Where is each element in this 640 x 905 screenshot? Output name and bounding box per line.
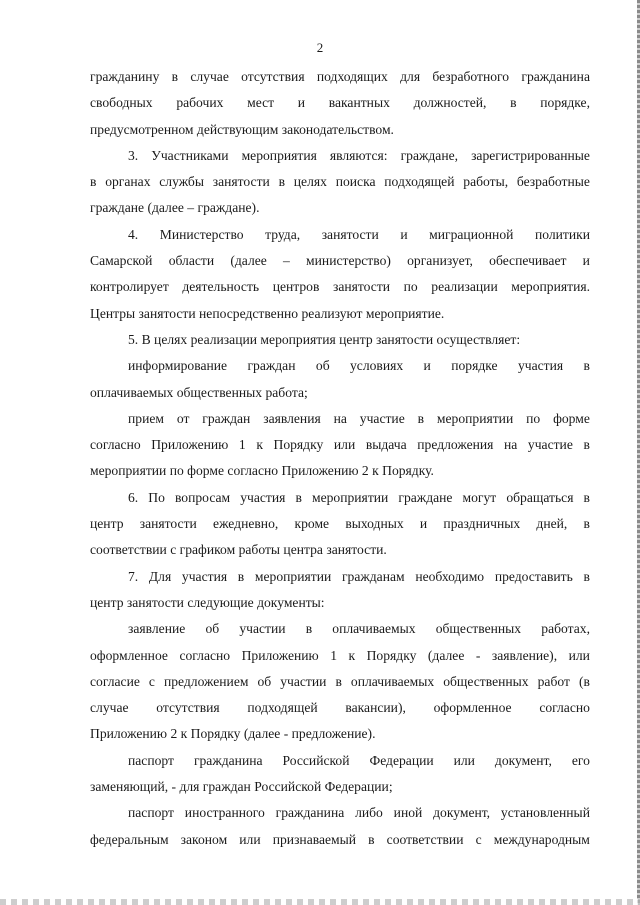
text-line: Приложению 2 к Порядку (далее - предложение). <box>90 726 376 742</box>
word: выходных <box>345 516 404 532</box>
word: в <box>583 358 590 374</box>
text-line <box>90 143 590 169</box>
word: по <box>526 410 541 426</box>
word: дней, <box>536 516 568 532</box>
word: оформленное <box>433 700 512 716</box>
word: деятельность <box>182 279 260 295</box>
word: свободных <box>90 95 153 111</box>
word: с <box>148 673 155 689</box>
word: центров <box>272 279 320 295</box>
word: 1 <box>330 647 337 663</box>
word: участии <box>239 621 286 637</box>
word: Порядку <box>273 437 324 453</box>
word: вакантных <box>328 95 390 111</box>
word: согласно <box>90 437 141 453</box>
word: в <box>171 69 179 84</box>
word: подходящих <box>316 69 388 84</box>
word: его <box>571 752 590 768</box>
word: целях <box>293 174 327 190</box>
text-line <box>90 222 590 248</box>
word: законом <box>180 831 228 847</box>
word: иностранного <box>184 805 265 821</box>
word: мероприятия. <box>511 279 590 295</box>
word: безработного <box>432 69 510 84</box>
text-line <box>90 669 590 695</box>
word: общественных <box>435 621 522 637</box>
word: являются: <box>329 147 388 163</box>
word: порядке, <box>540 95 590 111</box>
word: участия <box>240 489 286 505</box>
word: иной <box>393 805 423 821</box>
word: или <box>453 752 475 768</box>
word: контролирует <box>90 279 169 295</box>
text-line: 5. В целях реализации мероприятия центр занятости осуществляет: <box>128 331 521 347</box>
text-line <box>90 64 590 90</box>
word: заявления <box>263 410 321 426</box>
word: Порядку <box>366 647 417 663</box>
word: участие <box>527 437 573 453</box>
word: мест <box>247 95 275 111</box>
word: информирование <box>128 358 228 374</box>
word: согласие <box>90 673 140 689</box>
word: в <box>237 568 245 584</box>
word: документ, <box>433 805 491 821</box>
word: Участниками <box>151 147 229 163</box>
word: - <box>475 647 481 663</box>
word: (далее <box>427 647 465 663</box>
word: согласно <box>179 647 231 663</box>
word: порядке <box>451 358 498 374</box>
word: отсутствия <box>156 700 220 716</box>
word: случае <box>190 69 229 84</box>
word: установленный <box>500 805 590 821</box>
word: документ, <box>494 752 552 768</box>
word: подходящей <box>247 700 318 716</box>
word: мероприятии <box>254 568 332 584</box>
word: мероприятия <box>241 147 317 163</box>
word: По <box>148 489 165 505</box>
word: Для <box>148 568 172 584</box>
word: по <box>403 279 418 295</box>
word: граждан <box>247 358 296 374</box>
text-line <box>90 432 590 458</box>
word: гражданину <box>90 69 160 84</box>
word: в <box>417 410 425 426</box>
word: (далее <box>230 253 267 269</box>
word: 7. <box>128 568 139 584</box>
word: или <box>568 647 590 663</box>
word: ежедневно, <box>213 516 279 532</box>
word: оформленное <box>90 647 168 663</box>
word: в <box>305 621 313 637</box>
word: политики <box>534 226 590 242</box>
word: могут <box>462 489 497 505</box>
word: оплачиваемых <box>350 673 435 689</box>
word: в <box>583 489 590 505</box>
word: необходимо <box>415 568 485 584</box>
word: в <box>295 489 302 505</box>
word: форме <box>553 410 590 426</box>
word: службы <box>159 174 204 190</box>
word: граждан <box>202 410 251 426</box>
word: гражданина <box>521 69 590 84</box>
word: вакансии), <box>345 700 406 716</box>
word: поиска <box>335 174 376 190</box>
text-line: предусмотренном действующим законодательством. <box>90 121 394 137</box>
word: подходящей <box>384 174 455 190</box>
text-line <box>90 827 590 853</box>
text-line <box>90 485 590 511</box>
word: отсутствия <box>241 69 305 84</box>
word: в <box>278 174 285 190</box>
word: или <box>239 831 261 847</box>
word: предложения <box>417 437 494 453</box>
word: прием <box>128 410 164 426</box>
word: мероприятии <box>311 489 389 505</box>
word: от <box>176 410 190 426</box>
word: праздничных <box>443 516 521 532</box>
word: участия <box>517 358 564 374</box>
text-line <box>90 695 590 721</box>
word: зарегистрированные <box>471 147 590 163</box>
word: условиях <box>350 358 404 374</box>
word: и <box>582 253 590 269</box>
word: в <box>368 831 375 847</box>
word: выдача <box>365 437 407 453</box>
text-line: соответствии с графиком работы центра занятости. <box>90 542 387 558</box>
word: для <box>400 69 421 84</box>
text-line <box>90 800 590 826</box>
word: Министерство <box>159 226 244 242</box>
word: (в <box>578 673 590 689</box>
word: миграционной <box>429 226 514 242</box>
word: и <box>419 516 428 532</box>
word: предложением <box>163 673 249 689</box>
text-line: оплачиваемых общественных работа; <box>90 384 308 400</box>
word: с <box>475 831 482 847</box>
word: и <box>423 358 431 374</box>
text-line <box>90 90 590 116</box>
word: к <box>256 437 263 453</box>
word: 3. <box>128 147 139 163</box>
text-line <box>90 748 590 774</box>
word: граждане, <box>400 147 459 163</box>
word: участие <box>359 410 405 426</box>
word: Самарской <box>90 253 153 269</box>
text-line <box>90 353 590 379</box>
word: участии <box>280 673 327 689</box>
word: участия <box>181 568 228 584</box>
text-line: мероприятии по форме согласно Приложению 2 к Порядку. <box>90 463 434 479</box>
word: в <box>583 568 590 584</box>
text-line <box>90 511 590 537</box>
word: к <box>348 647 356 663</box>
word: Приложению <box>151 437 229 453</box>
word: паспорт <box>128 805 174 821</box>
word: заявление <box>128 621 186 637</box>
text-line <box>90 643 590 669</box>
word: оплачиваемых <box>332 621 416 637</box>
text-line <box>90 169 590 195</box>
word: занятости <box>332 279 391 295</box>
word: паспорт <box>128 752 174 768</box>
text-line <box>90 274 590 300</box>
word: занятости <box>139 516 197 532</box>
scan-bottom-edge <box>0 899 640 905</box>
text-line <box>90 248 590 274</box>
word: либо <box>355 805 383 821</box>
word: работы, <box>463 174 509 190</box>
word: рабочих <box>176 95 224 111</box>
word: – <box>283 253 290 269</box>
word: федеральным <box>90 831 169 847</box>
word: об <box>257 673 272 689</box>
word: об <box>315 358 330 374</box>
word: гражданина <box>193 752 263 768</box>
word: реализации <box>431 279 498 295</box>
word: кроме <box>294 516 330 532</box>
text-line <box>90 616 590 642</box>
word: Федерации <box>369 752 434 768</box>
document-body <box>90 64 590 853</box>
word: в <box>90 174 97 190</box>
word: труда, <box>265 226 301 242</box>
word: в <box>335 673 342 689</box>
word: международным <box>493 831 590 847</box>
word: 6. <box>128 489 139 505</box>
word: безработные <box>516 174 590 190</box>
word: в <box>583 516 590 532</box>
word: соответствии <box>386 831 464 847</box>
word: гражданина <box>275 805 345 821</box>
word: на <box>333 410 347 426</box>
text-line <box>90 564 590 590</box>
word: работ <box>537 673 570 689</box>
word: согласно <box>539 700 590 716</box>
word: граждане <box>398 489 453 505</box>
word: предоставить <box>494 568 573 584</box>
word: или <box>333 437 356 453</box>
word: занятости <box>212 174 270 190</box>
page-number: 2 <box>316 40 324 55</box>
text-line: Центры занятости непосредственно реализуют мероприятие. <box>90 305 445 321</box>
word: Российской <box>282 752 350 768</box>
text-line: центр занятости следующие документы: <box>90 594 325 610</box>
text-line <box>90 406 590 432</box>
word: занятости <box>321 226 379 242</box>
word: общественных <box>443 673 529 689</box>
word: области <box>168 253 215 269</box>
word: гражданам <box>341 568 405 584</box>
word: признаваемый <box>272 831 357 847</box>
word: обращаться <box>506 489 574 505</box>
text-line: граждане (далее – граждане). <box>90 200 260 216</box>
word: должностей, <box>413 95 487 111</box>
word: организует, <box>407 253 473 269</box>
word: министерство) <box>306 253 391 269</box>
word: на <box>504 437 518 453</box>
word: об <box>205 621 220 637</box>
word: вопросам <box>174 489 231 505</box>
word: органах <box>105 174 151 190</box>
word: Приложению <box>241 647 319 663</box>
word: мероприятии <box>436 410 514 426</box>
word: случае <box>90 700 129 716</box>
word: 4. <box>128 226 139 242</box>
word: заявление), <box>491 647 558 663</box>
word: обеспечивает <box>489 253 567 269</box>
word: 1 <box>238 437 246 453</box>
word: работах, <box>541 621 590 637</box>
word: и <box>297 95 306 111</box>
word: и <box>400 226 408 242</box>
text-line: заменяющий, - для граждан Российской Федерации; <box>90 779 393 795</box>
word: в <box>510 95 517 111</box>
word: центр <box>90 516 124 532</box>
word: в <box>583 437 590 453</box>
